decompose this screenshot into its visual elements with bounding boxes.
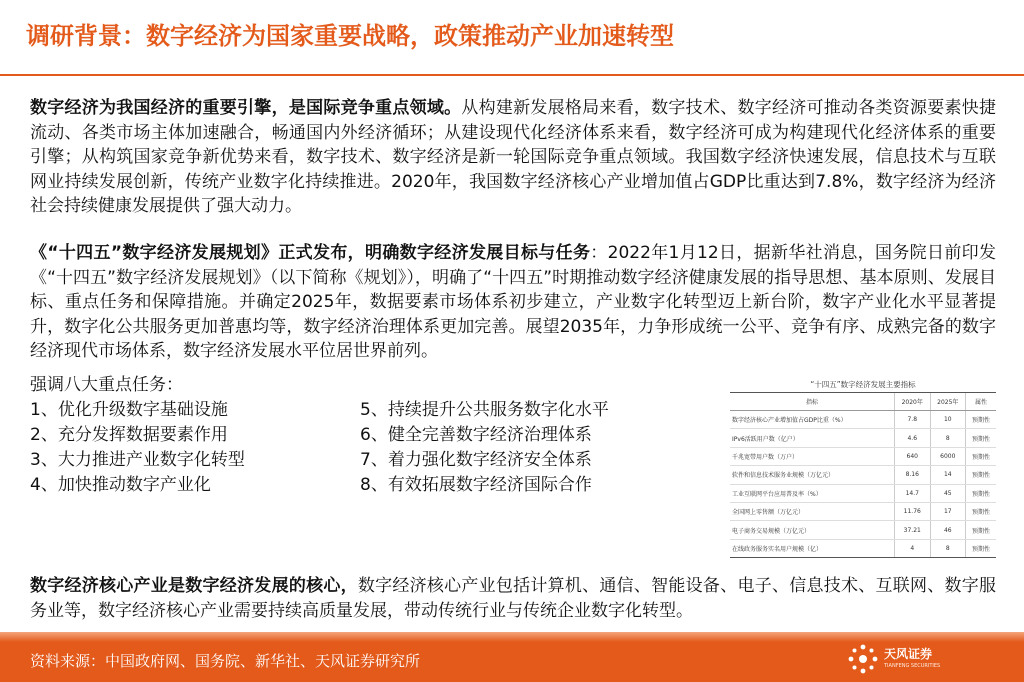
paragraph-lead: 数字经济核心产业是数字经济发展的核心， [30, 576, 358, 596]
paragraph-core-industry [30, 574, 996, 623]
table-cell: 4.6 [895, 429, 931, 447]
table-cell: 软件和信息技术服务业规模（万亿元） [730, 466, 895, 484]
paragraph-digital-economy-engine [30, 96, 996, 219]
table-cell: 数字经济核心产业增加值占GDP比重（%） [730, 411, 895, 429]
table-cell: 预期性 [966, 539, 996, 557]
source-note: 资料来源：中国政府网、国务院、新华社、天风证券研究所 [30, 652, 421, 670]
table-cell: 640 [895, 447, 931, 465]
table-cell: 8 [930, 539, 966, 557]
table-cell: 8.16 [895, 466, 931, 484]
task-item: 3、大力推进产业数字化转型 [30, 450, 245, 470]
table-row [730, 466, 996, 484]
paragraph-body: ：2022年1月12日，据新华社消息，国务院日前印发《“十四五”数字经济发展规划》（以下简称《规划》），明确了“十四五”时期推动数字经济健康发展的指导思想、基本原则、发展目标、重点任务和保障措施。并确定2025年，数据要素市场体系初步建立，产业数字化转型迈上新台阶，数字产业化水平显著提升，数字化公共服务更加普惠均等，数字经济治理体系更加完善。展望2035年，力争形成统一公平、竞争有序、成熟完备的数字经济现代市场体系，数字经济发展水平位居世界前列。 [30, 243, 996, 362]
table-cell: 预期性 [966, 447, 996, 465]
logo-subtext: TIANFENG SECURITIES [884, 663, 941, 669]
table-cell: 10 [930, 411, 966, 429]
task-item: 8、有效拓展数字经济国际合作 [360, 475, 592, 495]
table-cell: 8 [930, 429, 966, 447]
table-cell: IPv6活跃用户数（亿户） [730, 429, 895, 447]
table-cell: 预期性 [966, 466, 996, 484]
table-cell: 17 [930, 502, 966, 520]
task-item: 6、健全完善数字经济治理体系 [360, 425, 592, 445]
table-cell: 37.21 [895, 521, 931, 539]
paragraph-lead: 数字经济为我国经济的重要引擎，是国际竞争重点领域。 [30, 98, 462, 118]
table-cell: 预期性 [966, 429, 996, 447]
indicator-table [730, 392, 996, 558]
table-caption: “十四五”数字经济发展主要指标 [810, 380, 916, 389]
paragraph-body: 从构建新发展格局来看，数字技术、数字经济可推动各类资源要素快捷流动、各类市场主体加速融合，畅通国内外经济循环；从建设现代化经济体系来看，数字经济可成为构建现代化经济体系的重要引擎；从构筑国家竞争新优势来看，数字技术、数字经济是新一轮国际竞争重点领域。我国数字经济快速发展，信息技术与互联网业持续发展创新，传统产业数字化持续推进。2020年，我国数字经济核心产业增加值占GDP比重达到7.8%，数字经济为经济社会持续健康发展提供了强大动力。 [30, 98, 997, 217]
company-logo [846, 641, 980, 677]
logo-mark-icon [846, 641, 880, 677]
table-cell: 工业互联网平台应用普及率（%） [730, 484, 895, 502]
page-title: 调研背景：数字经济为国家重要战略，政策推动产业加速转型 [26, 22, 674, 50]
title-divider [0, 74, 1024, 76]
task-item: 4、加快推动数字产业化 [30, 475, 211, 495]
table-row [730, 411, 996, 429]
task-item: 7、着力强化数字经济安全体系 [360, 450, 592, 470]
table-cell: 4 [895, 539, 931, 557]
table-header-row [730, 393, 996, 411]
table-cell: 全国网上零售额（万亿元） [730, 502, 895, 520]
table-row [730, 521, 996, 539]
table-row [730, 539, 996, 557]
paragraph-body: 数字经济核心产业包括计算机、通信、智能设备、电子、信息技术、互联网、数字服务业等，数字经济核心产业需要持续高质量发展，带动传统行业与传统企业数字化转型。 [30, 576, 997, 621]
table-cell: 46 [930, 521, 966, 539]
table-cell: 预期性 [966, 502, 996, 520]
column-header: 指标 [730, 393, 895, 411]
table-cell: 预期性 [966, 521, 996, 539]
column-header: 2020年 [895, 393, 931, 411]
table-cell: 6000 [930, 447, 966, 465]
task-item: 5、持续提升公共服务数字化水平 [360, 400, 609, 420]
table-cell: 7.8 [895, 411, 931, 429]
paragraph-14th-five-year-plan [30, 241, 996, 364]
column-header: 属性 [966, 393, 996, 411]
table-row [730, 502, 996, 520]
logo-text: 天风证券 [884, 647, 933, 661]
table-cell: 11.76 [895, 502, 931, 520]
table-row [730, 447, 996, 465]
task-item: 1、优化升级数字基础设施 [30, 400, 228, 420]
column-header: 2025年 [930, 393, 966, 411]
table-cell: 在线政务服务实名用户规模（亿） [730, 539, 895, 557]
paragraph-lead: 《“十四五”数字经济发展规划》正式发布，明确数字经济发展目标与任务 [30, 243, 591, 263]
table-cell: 预期性 [966, 411, 996, 429]
table-cell: 电子商务交易规模（万亿元） [730, 521, 895, 539]
table-cell: 预期性 [966, 484, 996, 502]
table-row [730, 484, 996, 502]
tasks-heading: 强调八大重点任务： [30, 375, 183, 395]
table-cell: 千兆宽带用户数（万户） [730, 447, 895, 465]
key-indicators-table [730, 378, 996, 553]
task-item: 2、充分发挥数据要素作用 [30, 425, 228, 445]
table-cell: 45 [930, 484, 966, 502]
table-cell: 14.7 [895, 484, 931, 502]
table-cell: 14 [930, 466, 966, 484]
table-row [730, 429, 996, 447]
